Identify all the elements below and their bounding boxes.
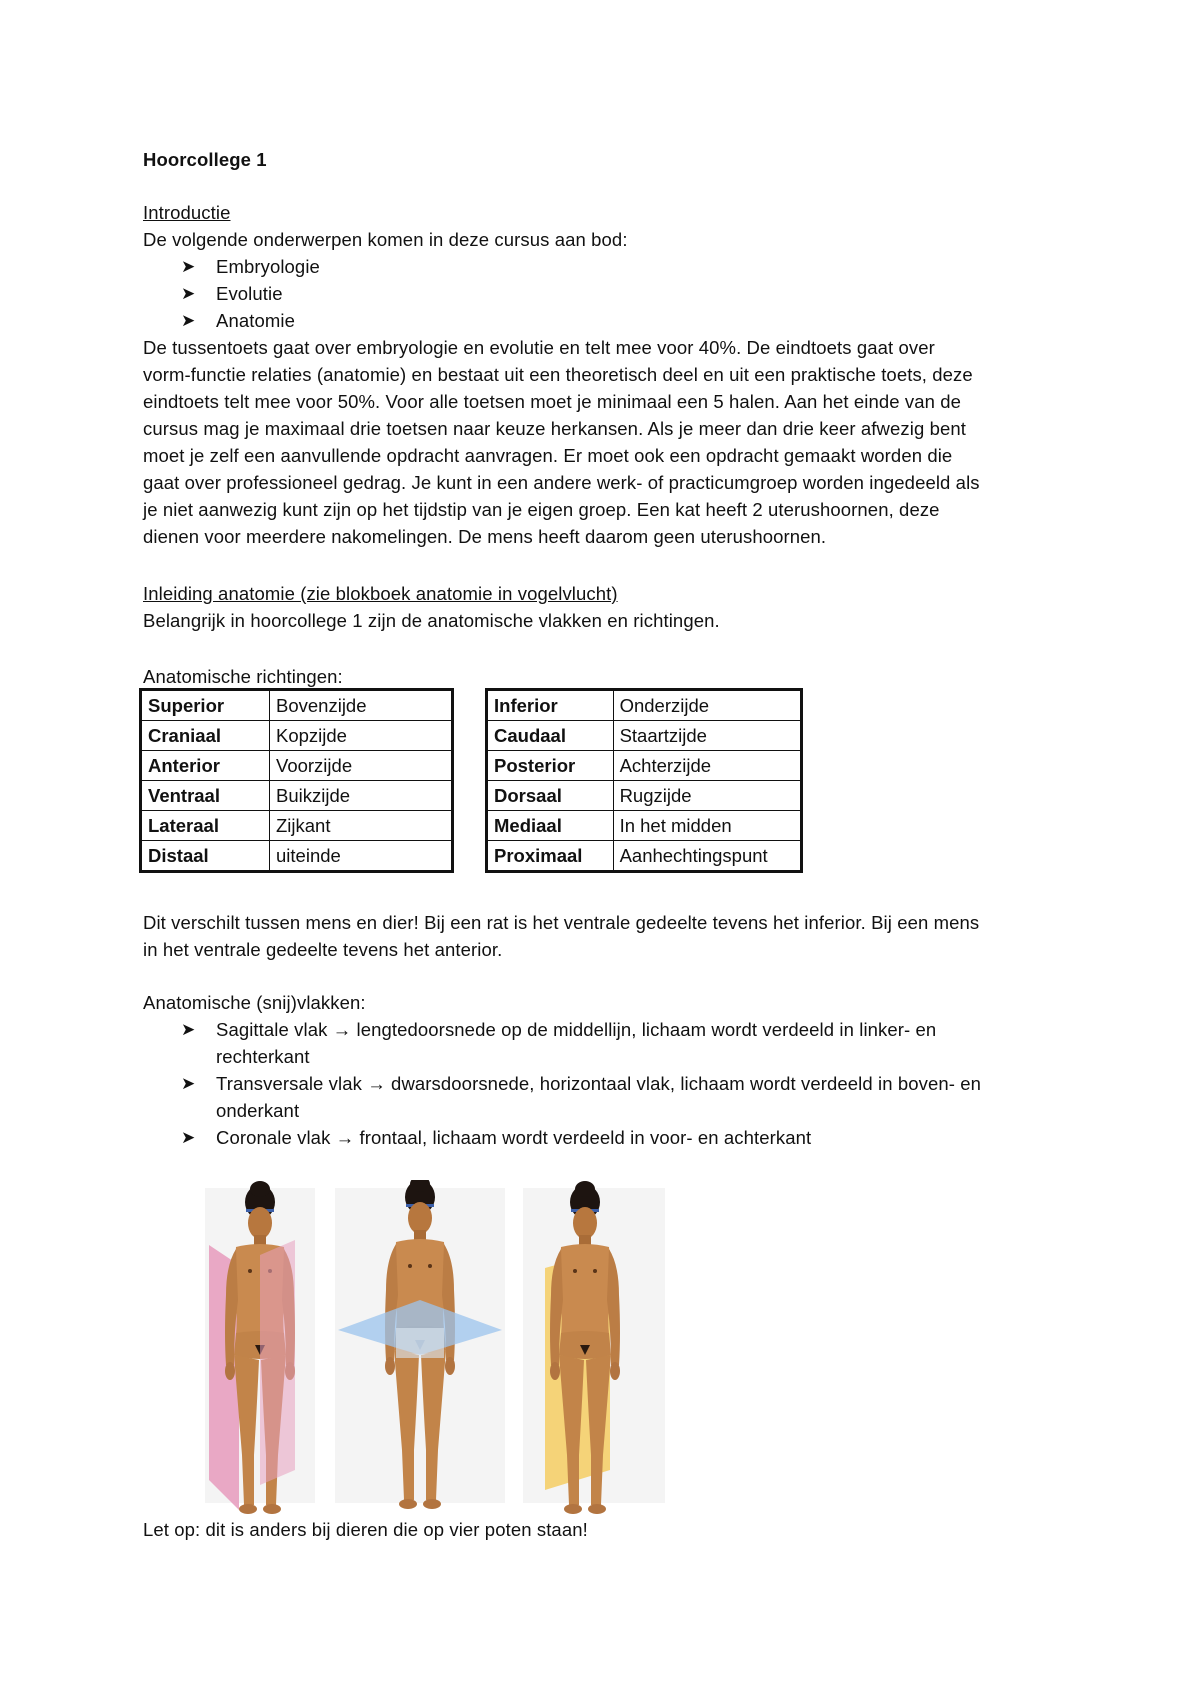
intro-section [143,199,980,550]
intro-lead: De volgende onderwerpen komen in deze cursus aan bod: [143,229,628,250]
table-row: Mediaal In het midden [487,811,802,841]
intro-paragraph: De tussentoets gaat over embryologie en evolutie en telt mee voor 40%. De eindtoets gaat over vorm-functie relaties (anatomie) en bestaat uit een theoretisch deel en uit een praktische toets, deze eindtoets telt mee voor 50%. Voor alle toetsen moet je minimaal een 5 halen. Aan het einde van de cursus mag je maximaal drie toetsen naar keuze herkansen. Als je meer dan drie keer afwezig bent moet je zelf een aanvullende opdracht aanvragen. Er moet ook een opdracht gemaakt worden die gaat over professioneel gedrag. Je kunt in een andere werk- of practicumgroep worden ingedeeld als je niet aanwezig kunt zijn op het tijdstip van je eigen groep. Een kat heeft 2 uterushoornen, deze dienen voor meerdere nakomelingen. De mens heeft daarom geen uterushoornen. [143,337,980,547]
table-row: Anterior Voorzijde [141,751,453,781]
topic-list [143,253,980,334]
note-block [143,1516,588,1543]
intro-heading: Introductie [143,202,231,223]
anatomy-section [143,580,720,634]
anatomy-heading: Inleiding anatomie (zie blokboek anatomie in vogelvlucht) [143,583,618,604]
list-item: ➤ Sagittale vlak → lengtedoorsnede op de middellijn, lichaam wordt verdeeld in linker- en rechterkant [143,1016,981,1070]
arrow-bullet-icon: ➤ [181,311,196,330]
list-item: ➤ Anatomie [143,307,980,334]
list-item: ➤ Evolutie [143,280,980,307]
directions-table-left [139,688,454,873]
table-row: Caudaal Staartzijde [487,721,802,751]
directions-label-block [143,663,343,690]
coronal-figure [523,1181,665,1514]
anatomical-planes-figure [205,1180,665,1515]
table-row: Craniaal Kopzijde [141,721,453,751]
planes-label: Anatomische (snij)vlakken: [143,992,366,1013]
table-row: Lateraal Zijkant [141,811,453,841]
list-item: ➤ Embryologie [143,253,980,280]
arrow-bullet-icon: ➤ [181,257,196,276]
table-row: Posterior Achterzijde [487,751,802,781]
transverse-figure [335,1180,505,1509]
table-row: Inferior Onderzijde [487,690,802,721]
directions-table-right [485,688,803,873]
sagittal-figure [205,1181,315,1514]
list-item: ➤ Transversale vlak → dwarsdoorsnede, horizontaal vlak, lichaam wordt verdeeld in boven- en onderkant [143,1070,981,1124]
table-row: Superior Bovenzijde [141,690,453,721]
arrow-bullet-icon: ➤ [181,1074,196,1093]
table-row: Proximaal Aanhechtingspunt [487,841,802,872]
table-row: Ventraal Buikzijde [141,781,453,811]
arrow-bullet-icon: ➤ [181,1128,196,1147]
document-title: Hoorcollege 1 [143,149,267,170]
arrow-bullet-icon: ➤ [181,284,196,303]
directions-label: Anatomische richtingen: [143,666,343,687]
arrow-bullet-icon: ➤ [181,1020,196,1039]
difference-paragraph: Dit verschilt tussen mens en dier! Bij een rat is het ventrale gedeelte tevens het inferior. Bij een mens in het ventrale gedeelte tevens het anterior. [143,912,980,960]
list-item: ➤ Coronale vlak → frontaal, lichaam wordt verdeeld in voor- en achterkant [143,1124,981,1151]
planes-section [143,989,981,1151]
note-text: Let op: dit is anders bij dieren die op vier poten staan! [143,1519,588,1540]
table-row: Distaal uiteinde [141,841,453,872]
anatomy-lead: Belangrijk in hoorcollege 1 zijn de anatomische vlakken en richtingen. [143,610,720,631]
planes-list [143,1016,981,1151]
table-row: Dorsaal Rugzijde [487,781,802,811]
